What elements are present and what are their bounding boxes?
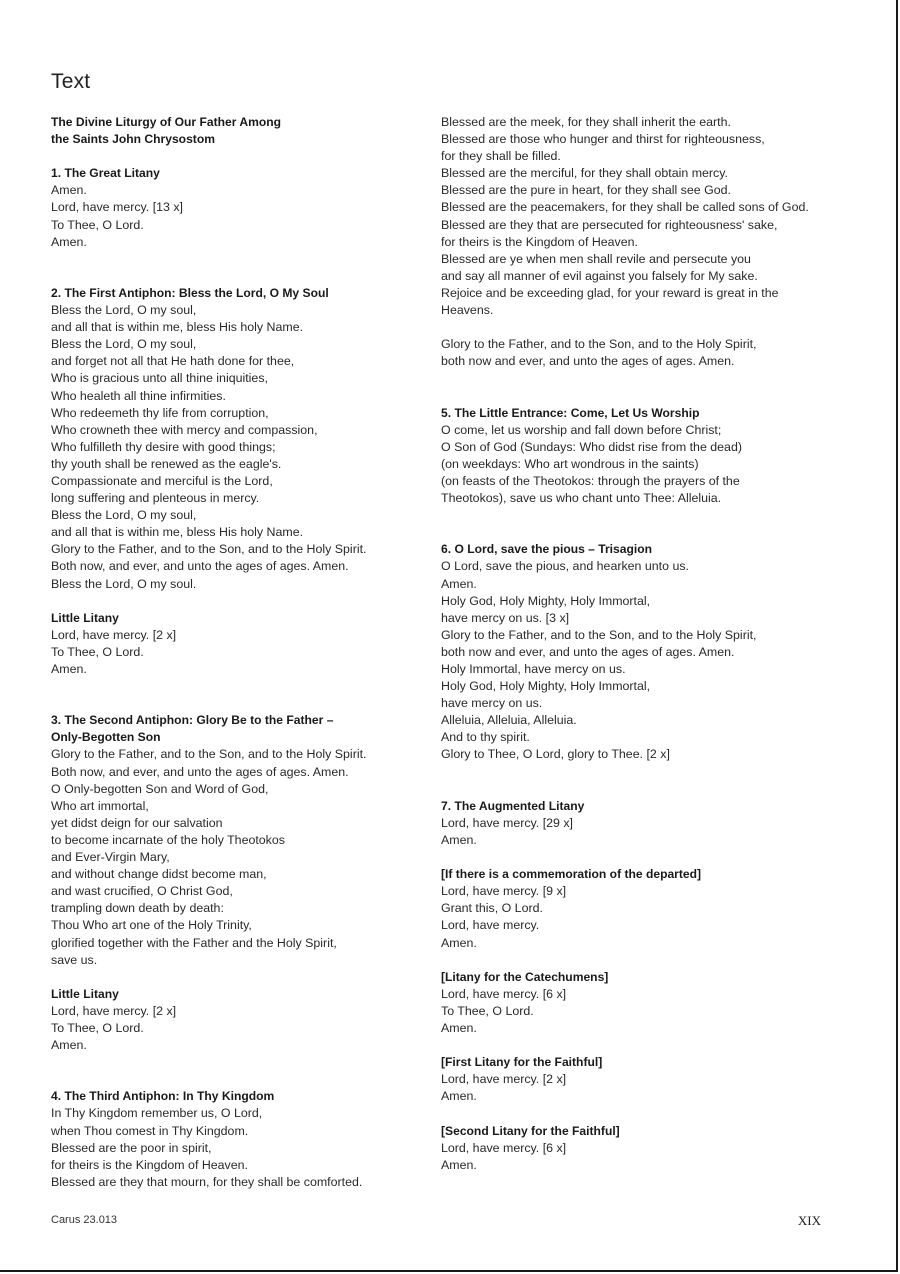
text-line: Thou Who art one of the Holy Trinity, (51, 918, 252, 933)
text-line: when Thou comest in Thy Kingdom. (51, 1123, 249, 1138)
publisher-catalog-number: Carus 23.013 (51, 1214, 118, 1226)
paragraph-spacer (51, 251, 426, 285)
text-line: Holy God, Holy Mighty, Holy Immortal, (441, 679, 651, 694)
text-line: Lord, have mercy. [13 x] (51, 200, 183, 215)
section-heading: 1. The Great Litany (51, 166, 160, 181)
text-line: trampling down death by death: (51, 901, 224, 916)
text-line: Amen. (51, 183, 87, 198)
text-line: Amen. (441, 576, 477, 591)
text-line: Glory to the Father, and to the Son, and to the Holy Spirit, (441, 627, 757, 642)
text-line: and wast crucified, O Christ God, (51, 884, 233, 899)
text-line: Both now, and ever, and unto the ages of ages. Amen. (51, 559, 349, 574)
text-line: and Ever-Virgin Mary, (51, 850, 170, 865)
section-heading: 5. The Little Entrance: Come, Let Us Worship (441, 405, 700, 420)
text-line: Amen. (441, 1157, 477, 1172)
text-line: save us. (51, 952, 98, 967)
section-heading: 3. The Second Antiphon: Glory Be to the Father – (51, 713, 334, 728)
text-line: Blessed are those who hunger and thirst for righteousness, (441, 132, 765, 147)
text-line: Theotokos), save us who chant unto Thee: Alleluia. (441, 491, 722, 506)
paragraph-spacer (51, 148, 426, 165)
text-line: Lord, have mercy. [6 x] (441, 1140, 567, 1155)
text-line: Amen. (51, 234, 87, 249)
text-line: Blessed are the peacemakers, for they shall be called sons of God. (441, 200, 809, 215)
text-line: Bless the Lord, O my soul, (51, 337, 197, 352)
text-line: glorified together with the Father and the Holy Spirit, (51, 935, 337, 950)
section-heading: [Litany for the Catechumens] (441, 969, 609, 984)
paragraph-spacer (51, 678, 426, 712)
section-heading: [Second Litany for the Faithful] (441, 1123, 620, 1138)
text-line: Blessed are they that mourn, for they shall be comforted. (51, 1174, 363, 1189)
text-line: and forget not all that He hath done for thee, (51, 354, 295, 369)
text-line: Who healeth all thine infirmities. (51, 388, 226, 403)
text-line: and say all manner of evil against you falsely for My sake. (441, 268, 758, 283)
text-line: and without change didst become man, (51, 867, 267, 882)
text-line: Both now, and ever, and unto the ages of ages. Amen. (51, 764, 349, 779)
text-line: Who art immortal, (51, 798, 149, 813)
text-line: Amen. (441, 935, 477, 950)
text-line: Lord, have mercy. [2 x] (441, 1072, 567, 1087)
paragraph-spacer (441, 849, 826, 866)
section-heading: [If there is a commemoration of the departed] (441, 867, 702, 882)
text-line: To Thee, O Lord. (51, 1020, 144, 1035)
text-line: Lord, have mercy. [9 x] (441, 884, 567, 899)
text-line: Holy God, Holy Mighty, Holy Immortal, (441, 593, 651, 608)
text-line: Lord, have mercy. [29 x] (441, 815, 573, 830)
section-heading: the Saints John Chrysostom (51, 132, 215, 147)
text-line: Blessed are the poor in spirit, (51, 1140, 212, 1155)
text-line: O come, let us worship and fall down before Christ; (441, 422, 722, 437)
paragraph-spacer (51, 1054, 426, 1088)
text-line: In Thy Kingdom remember us, O Lord, (51, 1106, 263, 1121)
text-line: for they shall be filled. (441, 149, 561, 164)
text-line: Blessed are the merciful, for they shall obtain mercy. (441, 166, 728, 181)
section-heading: 6. O Lord, save the pious – Trisagion (441, 542, 653, 557)
text-line: Amen. (441, 832, 477, 847)
text-line: Lord, have mercy. [2 x] (51, 627, 177, 642)
text-line: Who fulfilleth thy desire with good things; (51, 439, 276, 454)
text-line: Lord, have mercy. [2 x] (51, 1003, 177, 1018)
section-heading: The Divine Liturgy of Our Father Among (51, 115, 282, 129)
section-heading: Only-Begotten Son (51, 730, 161, 745)
text-line: Glory to the Father, and to the Son, and to the Holy Spirit. (51, 542, 367, 557)
text-line: for theirs is the Kingdom of Heaven. (441, 234, 638, 249)
page-number: XIX (797, 1213, 821, 1228)
text-line: Amen. (51, 1038, 87, 1053)
text-line: Rejoice and be exceeding glad, for your reward is great in the (441, 285, 779, 300)
section-heading: Little Litany (51, 610, 119, 625)
text-line: Blessed are the pure in heart, for they shall see God. (441, 183, 731, 198)
text-line: Lord, have mercy. (441, 918, 540, 933)
text-line: Bless the Lord, O my soul, (51, 508, 197, 523)
paragraph-spacer (441, 370, 826, 404)
text-line: O Lord, save the pious, and hearken unto us. (441, 559, 689, 574)
text-line: both now and ever, and unto the ages of ages. Amen. (441, 354, 735, 369)
text-line: To Thee, O Lord. (441, 1003, 534, 1018)
paragraph-spacer (441, 1037, 826, 1054)
text-line: (on feasts of the Theotokos: through the prayers of the (441, 473, 740, 488)
section-heading: Little Litany (51, 986, 119, 1001)
text-line: O Only-begotten Son and Word of God, (51, 781, 269, 796)
text-line: (on weekdays: Who art wondrous in the saints) (441, 456, 699, 471)
text-line: Blessed are ye when men shall revile and persecute you (441, 251, 751, 266)
text-line: Who crowneth thee with mercy and compassion, (51, 422, 318, 437)
text-line: for theirs is the Kingdom of Heaven. (51, 1157, 248, 1172)
text-line: Alleluia, Alleluia, Alleluia. (441, 713, 577, 728)
paragraph-spacer (441, 319, 826, 336)
text-line: Bless the Lord, O my soul. (51, 576, 197, 591)
paragraph-spacer (51, 969, 426, 986)
text-line: and all that is within me, bless His holy Name. (51, 320, 304, 335)
paragraph-spacer (441, 952, 826, 969)
text-line: Glory to Thee, O Lord, glory to Thee. [2 x] (441, 747, 670, 762)
text-line: have mercy on us. (441, 696, 543, 711)
text-line: Glory to the Father, and to the Son, and to the Holy Spirit. (51, 747, 367, 762)
right-text-column (441, 114, 826, 1174)
paragraph-spacer (441, 507, 826, 541)
section-heading: [First Litany for the Faithful] (441, 1055, 603, 1070)
text-line: Lord, have mercy. [6 x] (441, 986, 567, 1001)
text-line: to become incarnate of the holy Theotokos (51, 832, 285, 847)
page-title: Text (51, 70, 91, 93)
left-text-column (51, 114, 426, 1191)
text-line: To Thee, O Lord. (51, 217, 144, 232)
section-heading: 4. The Third Antiphon: In Thy Kingdom (51, 1089, 275, 1104)
section-heading: 7. The Augmented Litany (441, 798, 585, 813)
text-line: Holy Immortal, have mercy on us. (441, 662, 626, 676)
text-line: Amen. (441, 1020, 477, 1035)
text-line: Compassionate and merciful is the Lord, (51, 473, 273, 488)
text-line: Heavens. (441, 303, 494, 318)
paragraph-spacer (441, 1105, 826, 1122)
text-line: Amen. (51, 662, 87, 676)
text-line: Grant this, O Lord. (441, 901, 543, 916)
text-line: Blessed are they that are persecuted for righteousness' sake, (441, 217, 778, 232)
text-line: both now and ever, and unto the ages of ages. Amen. (441, 644, 735, 659)
text-line: O Son of God (Sundays: Who didst rise from the dead) (441, 439, 742, 454)
text-line: Who redeemeth thy life from corruption, (51, 405, 269, 420)
text-line: thy youth shall be renewed as the eagle's. (51, 456, 282, 471)
text-line: and all that is within me, bless His holy Name. (51, 525, 304, 540)
text-line: Who is gracious unto all thine iniquities, (51, 371, 268, 386)
paragraph-spacer (441, 764, 826, 798)
text-line: Glory to the Father, and to the Son, and to the Holy Spirit, (441, 337, 757, 352)
text-line: long suffering and plenteous in mercy. (51, 491, 260, 506)
text-line: Blessed are the meek, for they shall inherit the earth. (441, 115, 731, 129)
text-line: Amen. (441, 1089, 477, 1104)
section-heading: 2. The First Antiphon: Bless the Lord, O My Soul (51, 285, 329, 300)
text-line: have mercy on us. [3 x] (441, 610, 570, 625)
paragraph-spacer (51, 593, 426, 610)
text-line: To Thee, O Lord. (51, 644, 144, 659)
text-line: And to thy spirit. (441, 730, 530, 745)
text-line: yet didst deign for our salvation (51, 815, 223, 830)
text-line: Bless the Lord, O my soul, (51, 303, 197, 318)
